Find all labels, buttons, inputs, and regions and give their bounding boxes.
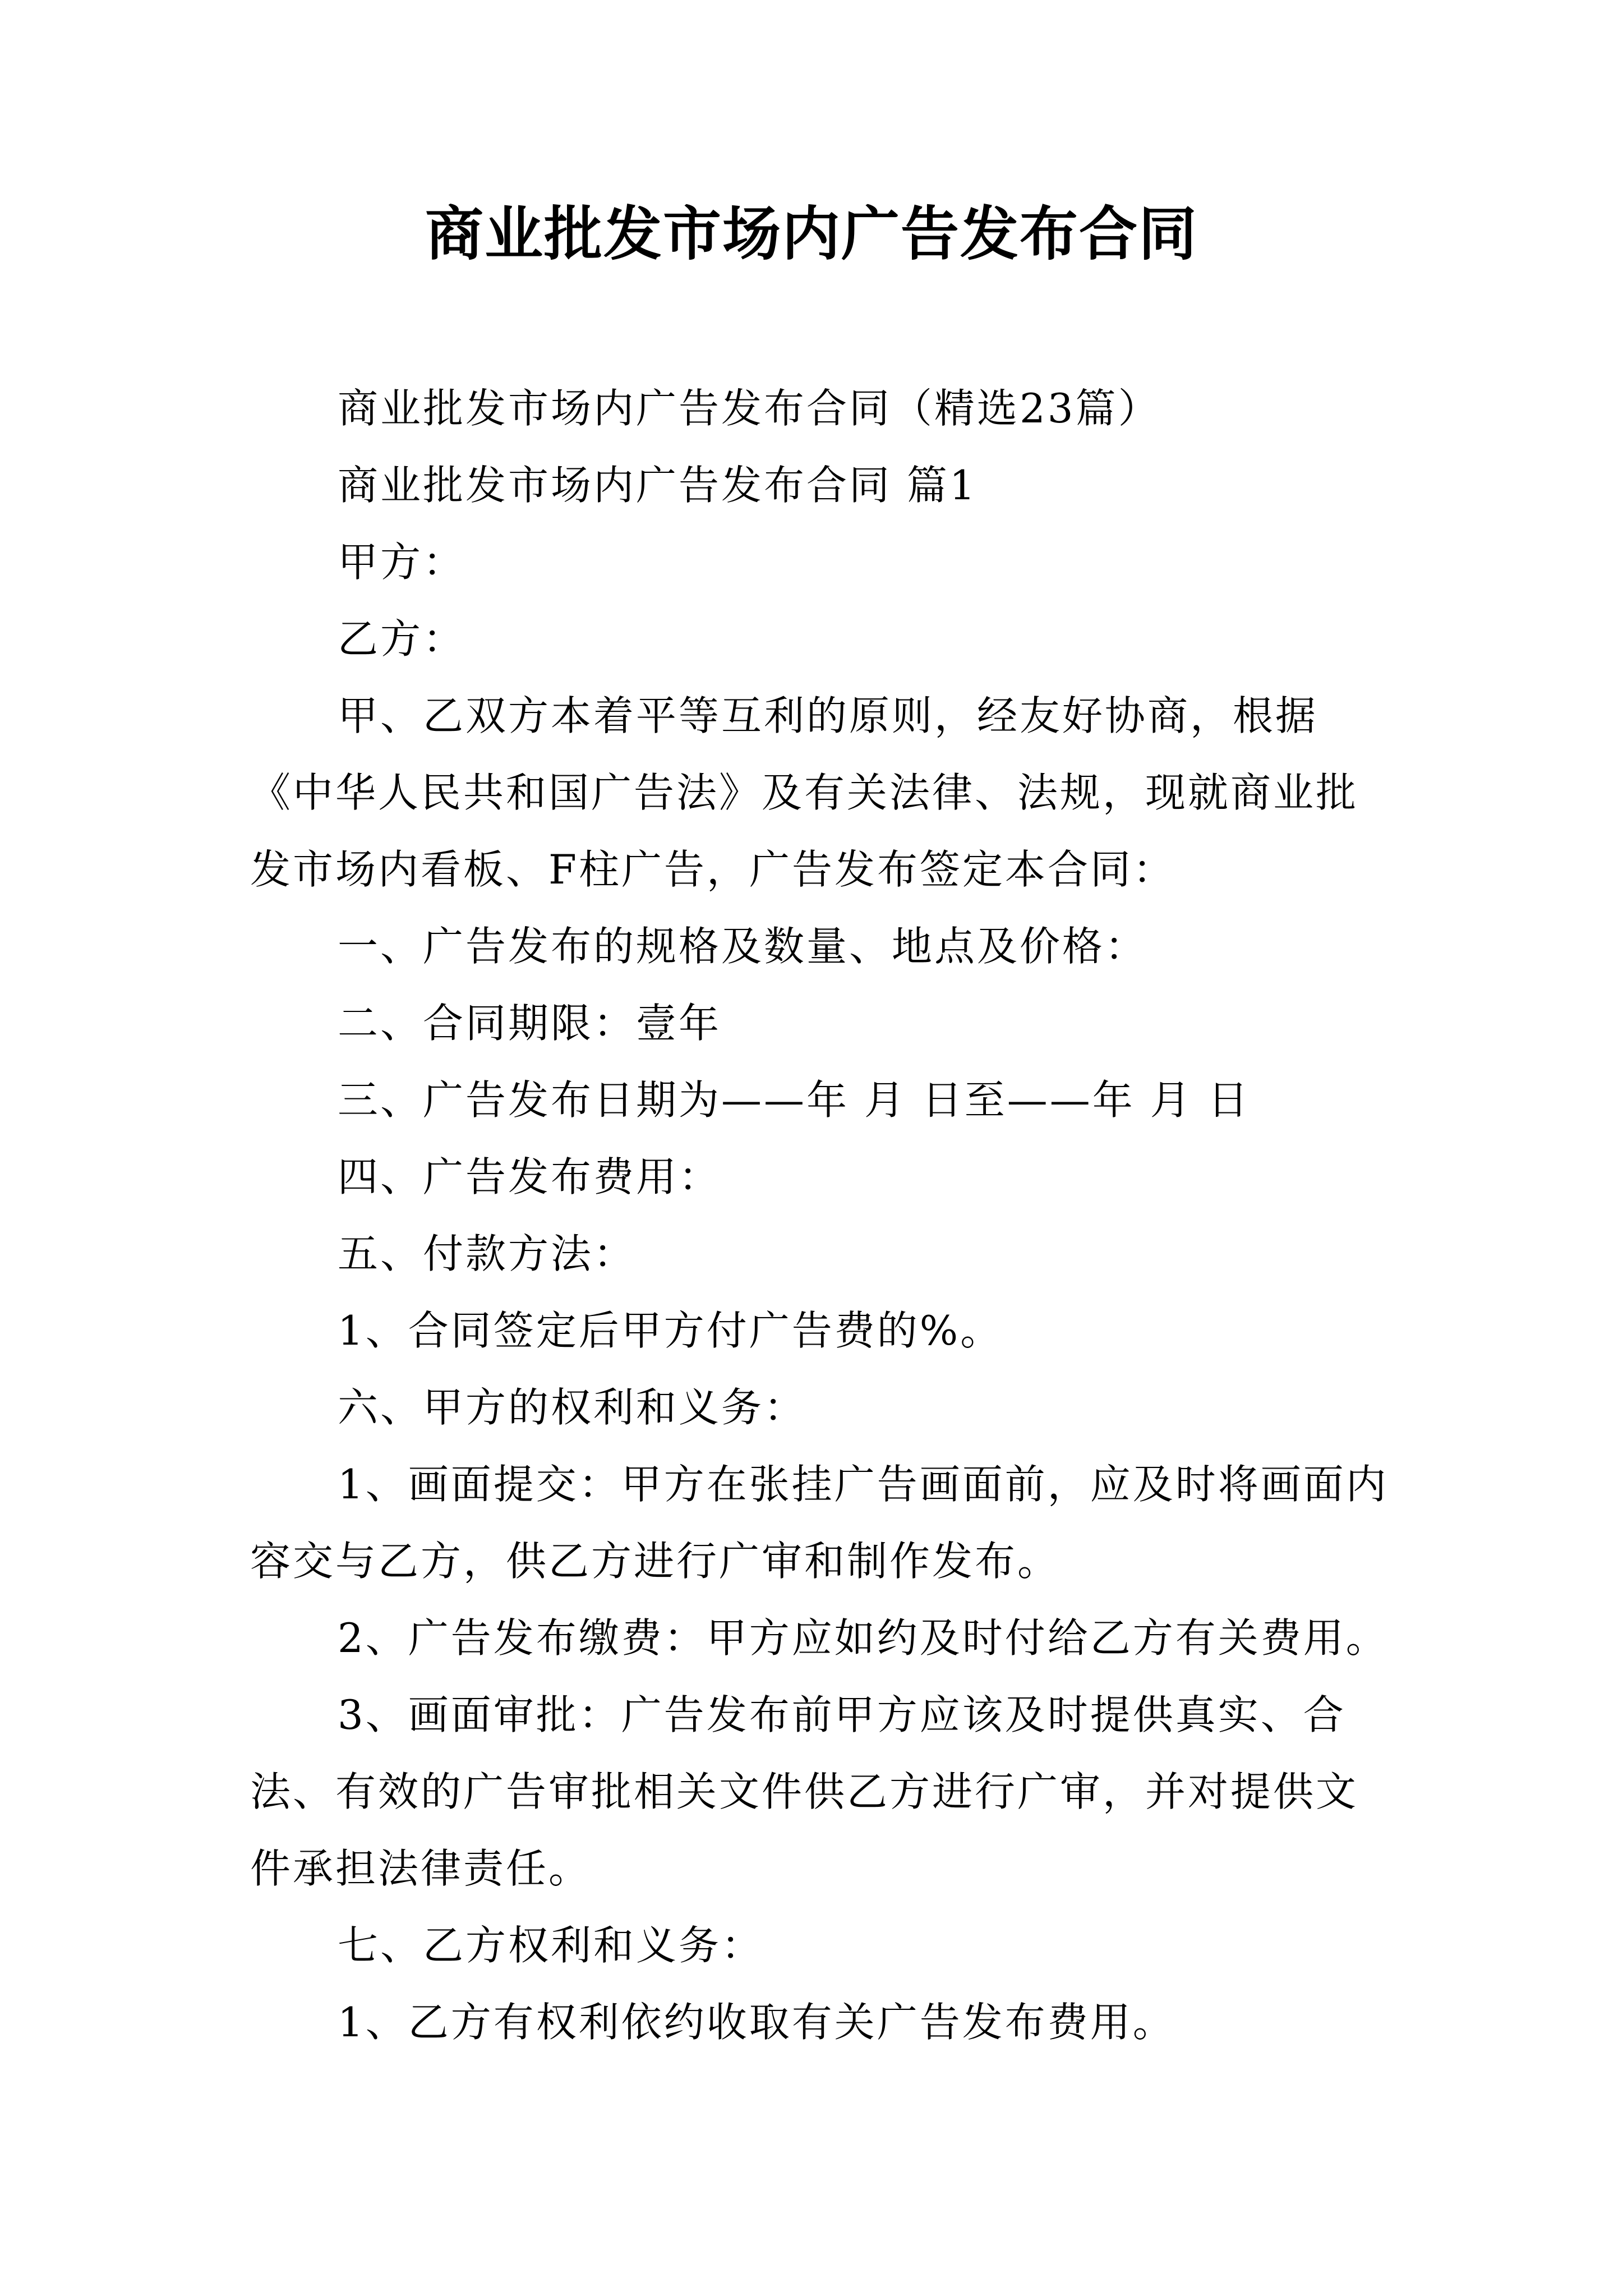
paragraph-clause-7: 七、乙方权利和义务： — [338, 1922, 764, 1969]
paragraph-preamble: 甲、乙双方本着平等互利的原则，经友好协商，根据《中华人民共和国广告法》及有关法律、法规，现就商业批发市场内看板、F柱广告，广告发布签定本合同： — [250, 692, 1359, 893]
paragraph-clause-6-1: 1、画面提交：甲方在张挂广告画面前，应及时将画面内容交与乙方，供乙方进行广审和制作发布。 — [250, 1461, 1389, 1585]
document-body — [250, 370, 1400, 2061]
paragraph-party-b: 乙方： — [338, 615, 466, 662]
paragraph-clause-6-2: 2、广告发布缴费：甲方应如约及时付给乙方有关费用。 — [338, 1614, 1389, 1662]
paragraph-clause-2: 二、合同期限：壹年 — [338, 1000, 722, 1047]
paragraph-clause-6-3: 3、画面审批：广告发布前甲方应该及时提供真实、合法、有效的广告审批相关文件供乙方进行广审，并对提供文件承担法律责任。 — [250, 1691, 1359, 1892]
paragraph-clause-4: 四、广告发布费用： — [338, 1153, 722, 1200]
paragraph-subtitle: 商业批发市场内广告发布合同（精选23篇） — [338, 385, 1161, 432]
paragraph-clause-6: 六、甲方的权利和义务： — [338, 1384, 807, 1431]
paragraph-clause-5: 五、付款方法： — [338, 1230, 637, 1277]
paragraph-clause-7-1: 1、乙方有权利依约收取有关广告发布费用。 — [338, 1999, 1175, 2046]
paragraph-clause-3: 三、广告发布日期为——年 月 日至——年 月 日 — [338, 1076, 1251, 1124]
paragraph-clause-1: 一、广告发布的规格及数量、地点及价格： — [338, 923, 1148, 970]
paragraph-party-a: 甲方： — [338, 539, 466, 586]
paragraph-section-heading: 商业批发市场内广告发布合同 篇1 — [338, 462, 978, 509]
document-title: 商业批发市场内广告发布合同 — [425, 200, 1198, 268]
paragraph-clause-5-1: 1、合同签定后甲方付广告费的%。 — [338, 1307, 1003, 1354]
